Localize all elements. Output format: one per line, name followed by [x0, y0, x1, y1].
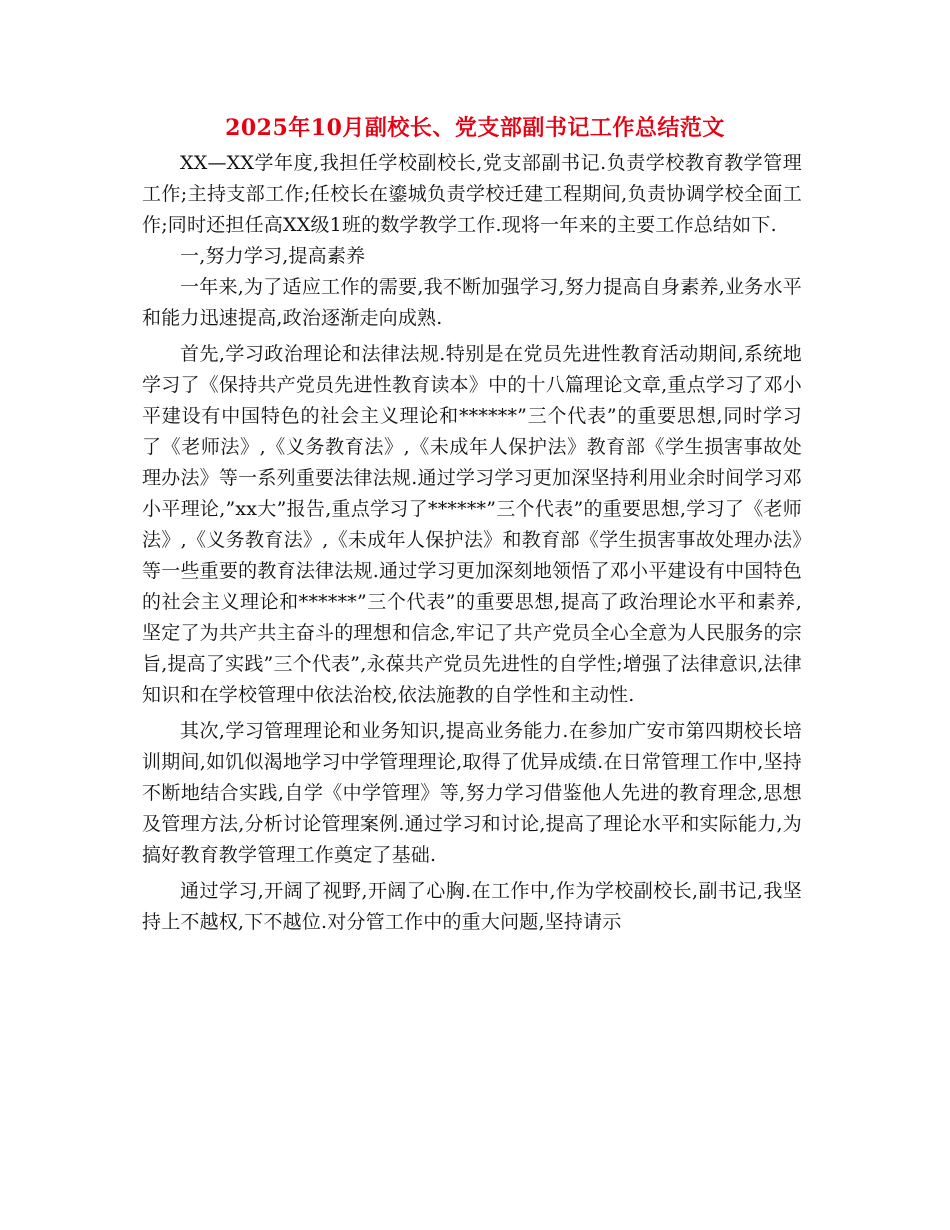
paragraph-broadened-vision: 通过学习,开阔了视野,开阔了心胸.在工作中,作为学校副校长,副书记,我坚持上不越权,下不越位.对分管工作中的重大问题,坚持请示 — [142, 880, 802, 933]
paragraph-study-summary: 一年来,为了适应工作的需要,我不断加强学习,努力提高自身素养,业务水平和能力迅速提高,政治逐渐走向成熟. — [142, 276, 802, 329]
paragraph-management-theory: 其次,学习管理理论和业务知识,提高业务能力.在参加广安市第四期校长培训期间,如饥似渴地学习中学管理理论,取得了优异成绩.在日常管理工作中,坚持不断地结合实践,自学《中学管理》等,努力学习借鉴他人先进的教育理念,思想及管理方法,分析讨论管理案例.通过学习和讨论,提高了理论水平和实际能力,为搞好教育教学管理工作奠定了基础. — [142, 720, 802, 866]
paragraph-political-theory: 首先,学习政治理论和法律法规.特别是在党员先进性教育活动期间,系统地学习了《保持共产党员先进性教育读本》中的十八篇理论文章,重点学习了邓小平建设有中国特色的社会主义理论和******”三个代表”的重要思想,同时学习了《老师法》,《义务教育法》,《未成年人保护法》教育部《学生损害事故处理办法》等一系列重要法律法规.通过学习学习更加深坚持利用业余时间学习邓小平理论,”xx大”报告,重点学习了******”三个代表”的重要思想,学习了《老师法》,《义务教育法》,《未成年人保护法》和教育部《学生损害事故处理办法》等一些重要的教育法律法规.通过学习更加深刻地领悟了邓小平建设有中国特色的社会主义理论和******”三个代表”的重要思想,提高了政治理论水平和素养,坚定了为共产共主奋斗的理想和信念,牢记了共产党员全心全意为人民服务的宗旨,提高了实践”三个代表”,永葆共产党员先进性的自学性;增强了法律意识,法律知识和在学校管理中依法治校,依法施教的自学性和主动性. — [142, 343, 802, 706]
document-title: 2025年10月副校长、党支部副书记工作总结范文 — [225, 115, 725, 141]
paragraph-intro: XX—XX学年度,我担任学校副校长,党支部副书记.负责学校教育教学管理工作;主持支部工作;任校长在鎏城负责学校迁建工程期间,负责协调学校全面工作;同时还担任高XX级1班的数学教学工作.现将一年来的主要工作总结如下. — [142, 152, 802, 236]
section-heading-study: 一,努力学习,提高素养 — [180, 245, 366, 267]
document-body — [142, 148, 802, 938]
